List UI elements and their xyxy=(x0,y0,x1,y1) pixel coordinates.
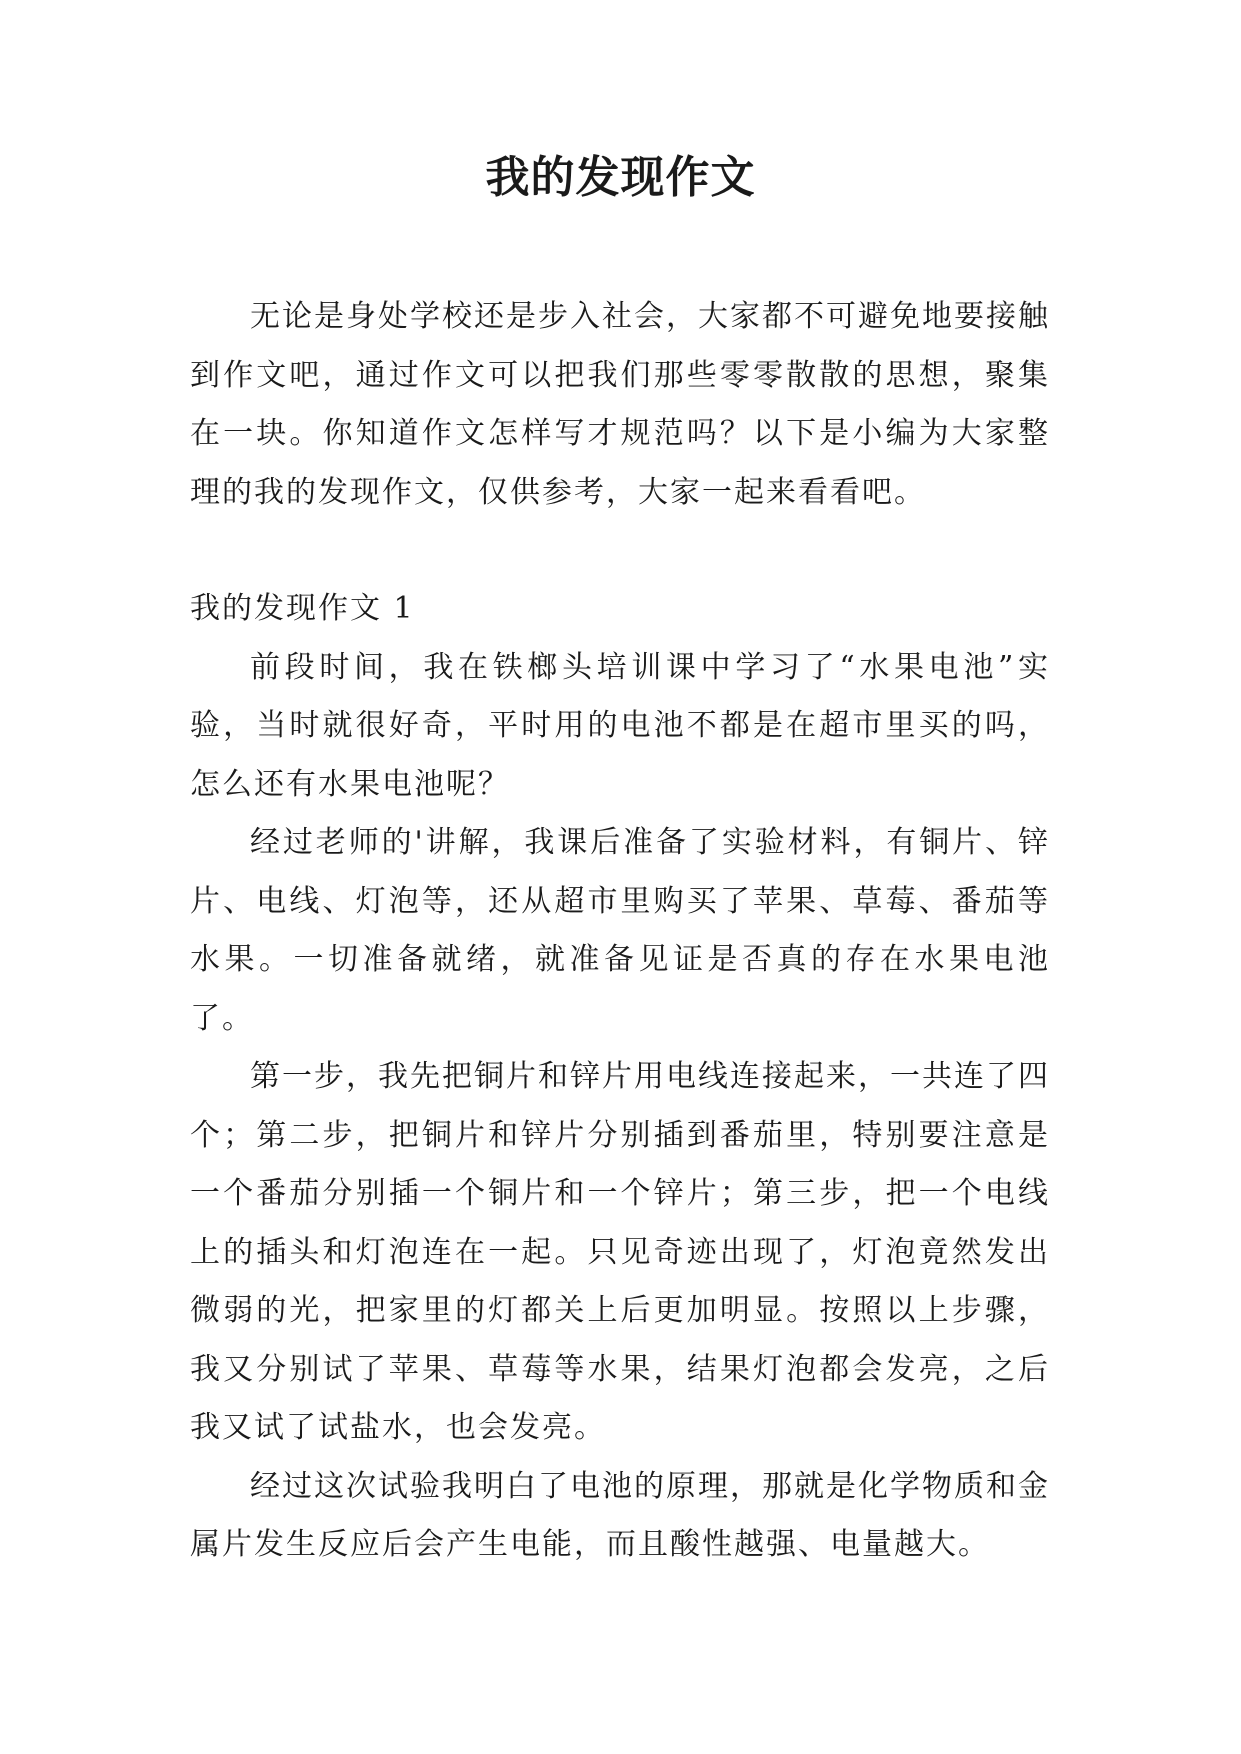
document-body xyxy=(190,288,1050,1575)
document-title: 我的发现作文 xyxy=(485,152,756,203)
intro-paragraph: 无论是身处学校还是步入社会，大家都不可避免地要接触到作文吧，通过作文可以把我们那些零零散散的思想，聚集在一块。你知道作文怎样写才规范吗？以下是小编为大家整理的我的发现作文，仅供参考，大家一起来看看吧。 xyxy=(190,299,1050,510)
body-paragraph-4: 经过这次试验我明白了电池的原理，那就是化学物质和金属片发生反应后会产生电能，而且酸性越强、电量越大。 xyxy=(190,1468,1050,1562)
section-heading: 我的发现作文 1 xyxy=(190,591,415,626)
body-paragraph-1: 前段时间，我在铁榔头培训课中学习了“水果电池”实验，当时就很好奇，平时用的电池不都是在超市里买的吗，怎么还有水果电池呢？ xyxy=(190,649,1050,802)
body-paragraph-2: 经过老师的'讲解，我课后准备了实验材料，有铜片、锌片、电线、灯泡等，还从超市里购买了苹果、草莓、番茄等水果。一切准备就绪，就准备见证是否真的存在水果电池了。 xyxy=(190,825,1050,1036)
body-paragraph-3: 第一步，我先把铜片和锌片用电线连接起来，一共连了四个；第二步，把铜片和锌片分别插到番茄里，特别要注意是一个番茄分别插一个铜片和一个锌片；第三步，把一个电线上的插头和灯泡连在一起。只见奇迹出现了，灯泡竟然发出微弱的光，把家里的灯都关上后更加明显。按照以上步骤，我又分别试了苹果、草莓等水果，结果灯泡都会发亮，之后我又试了试盐水，也会发亮。 xyxy=(190,1059,1050,1445)
